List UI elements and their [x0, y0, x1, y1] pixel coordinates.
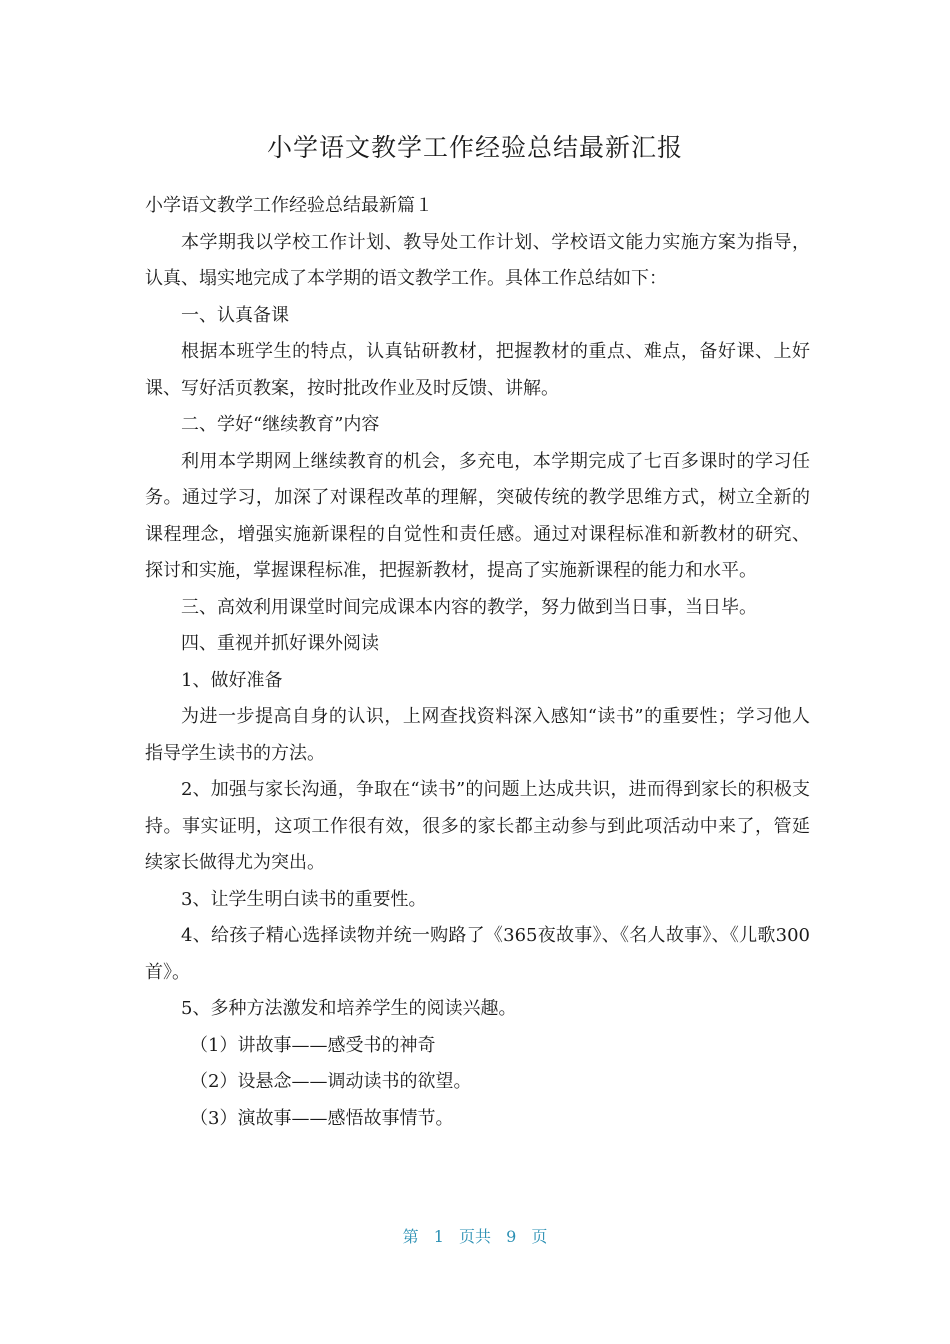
sub-item-suspense: （2）设悬念——调动读书的欲望。	[190, 1071, 472, 1092]
heading-extracurricular-reading: 四、重视并抓好课外阅读	[181, 633, 379, 654]
heading-continuing-education: 二、学好“继续教育”内容	[181, 414, 380, 435]
sub-item-acting: （3）演故事——感悟故事情节。	[190, 1107, 454, 1129]
list-item-reading-interest: 5、多种方法激发和培养学生的阅读兴趣。	[181, 998, 517, 1019]
list-item-preparation: 1、做好准备	[181, 669, 283, 691]
section-subtitle: 小学语文教学工作经验总结最新篇１	[145, 195, 433, 216]
document-title: 小学语文教学工作经验总结最新汇报	[266, 133, 683, 162]
list-item-parent-communication: 2、加强与家长沟通，争取在“读书”的问题上达成共识，进而得到家长的积极支持。事实证明，这项工作很有效，很多的家长都主动参与到此项活动中来了，管延续家长做得尤为突出。	[145, 779, 810, 873]
paragraph-prepare-lessons: 根据本班学生的特点，认真钻研教材，把握教材的重点、难点，备好课、上好课、写好活页教案，按时批改作业及时反馈、讲解。	[145, 341, 810, 399]
sub-item-storytelling: （1）讲故事——感受书的神奇	[190, 1034, 436, 1056]
list-item-reading-importance: 3、让学生明白读书的重要性。	[181, 888, 427, 910]
page-number: 第 1 页共 9 页	[402, 1227, 548, 1246]
list-item-book-selection: 4、给孩子精心选择读物并统一购路了《365夜故事》、《名人故事》、《儿歌300首》。	[145, 925, 810, 983]
paragraph-continuing-education: 利用本学期网上继续教育的机会，多充电，本学期完成了七百多课时的学习任务。通过学习，加深了对课程改革的理解，突破传统的教学思维方式，树立全新的课程理念，增强实施新课程的自觉性和责任感。通过对课程标准和新教材的研究、探讨和实施，掌握课程标准，把握新教材，提高了实施新课程的能力和水平。	[145, 450, 810, 581]
paragraph-intro: 本学期我以学校工作计划、教导处工作计划、学校语文能力实施方案为指导，认真、塌实地完成了本学期的语文教学工作。具体工作总结如下：	[145, 231, 810, 289]
paragraph-preparation: 为进一步提高自身的认识，上网查找资料深入感知“读书”的重要性；学习他人指导学生读书的方法。	[145, 706, 810, 764]
heading-prepare-lessons: 一、认真备课	[181, 304, 289, 326]
document-body	[145, 188, 810, 1137]
heading-classroom-time: 三、高效利用课堂时间完成课本内容的教学，努力做到当日事，当日毕。	[181, 596, 757, 618]
